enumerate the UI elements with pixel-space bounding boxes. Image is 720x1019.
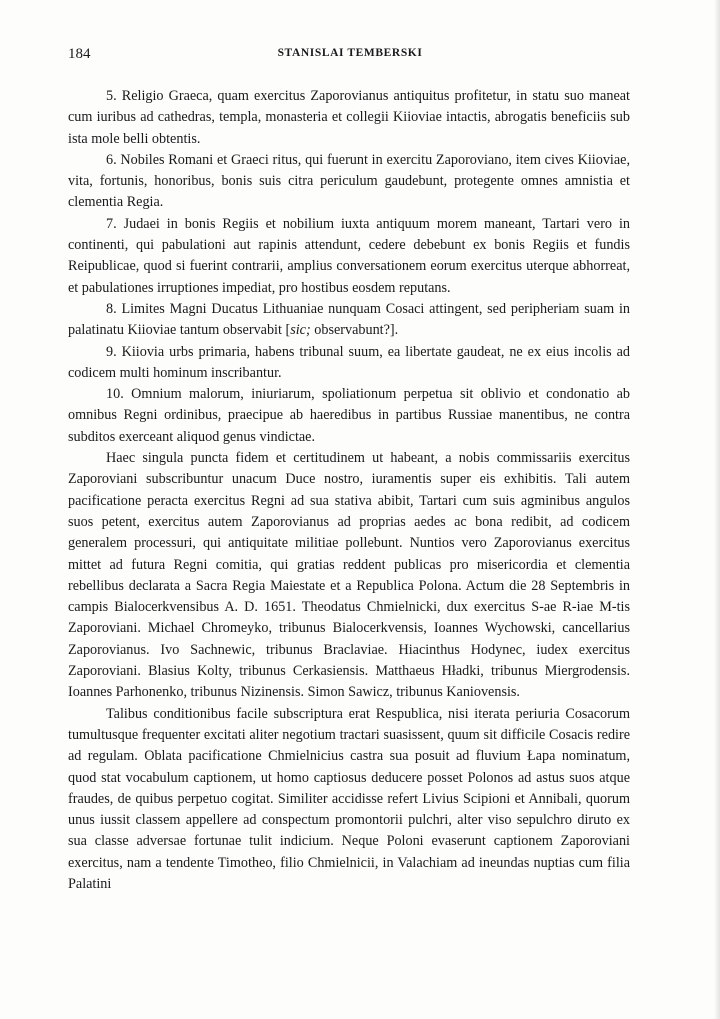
- paragraph-article-7: 7. Judaei in bonis Regiis et nobilium iuxta antiquum morem maneant, Tartari vero in continenti, qui pabulationi aut rapinis attendunt, cedere debebunt ex bonis Regiis et fundis Reipublicae, quod si fuerint contrarii, amplius conversationem eorum exercitus uterque abhorreat, et pabulationes irruptiones impediat, pro hostibus eosdem reputans.: [68, 215, 630, 296]
- paragraph-signatories: Haec singula puncta fidem et certitudinem ut habeant, a nobis commissariis exercitus Zaporoviani subscribuntur unacum Duce nostro, iuramentis super eis exhibitis. Tali autem pacificatione peracta exercitus Regni ad sua stativa abibit, Tartari cum suis agminibus angulos suos petent, exercitus autem Zaporovianus ad proprias aedes ac bona redibit, ad codicem generalem processuri, qui antiquitate militiae pollebunt. Nuntios vero Zaporovianus exercitus mittet ad futura Regni comitia, qui gratias reddent publicas pro misericordia et clementia rebellibus declarata a Sacra Regia Maiestate et a Republica Polona. Actum die 28 Septembris in campis Bialocerkvensibus A. D. 1651. Theodatus Chmielnicki, dux exercitus S-ae R-iae M-tis Zaporoviani. Michael Chromeyko, tribunus Bialocerkvensis, Ioannes Wychowski, cancellarius Zaporovianus. Ivo Sachnewic, tribunus Braclaviae. Hiacinthus Hodynec, iudex exercitus Zaporoviani. Blasius Kolty, tribunus Cerkasiensis. Matthaeus Hładki, tribunus Miergrodensis. Ioannes Parhonenko, tribunus Nizinensis. Simon Sawicz, tribunus Kaniovensis.: [68, 450, 630, 701]
- paragraph-article-8-correction: observabunt?].: [310, 322, 399, 339]
- page-header: [68, 46, 632, 66]
- paragraph-article-6: 6. Nobiles Romani et Graeci ritus, qui fuerunt in exercitu Zaporoviano, item cives Kiioviae, vita, fortunis, honoribus, bonis suis citra periculum gaudebunt, protegente omnes amnistia et clementia Regia.: [68, 151, 630, 211]
- sic-annotation: sic;: [290, 322, 311, 339]
- running-title: STANISLAI TEMBERSKI: [277, 47, 423, 59]
- paragraph-article-8-text: 8. Limites Magni Ducatus Lithuaniae nunquam Cosaci attingent, sed peripheriam suam in palatinatu Kiioviae tantum observabit [: [68, 300, 630, 339]
- page-edge-shadow: [714, 0, 720, 1019]
- paragraph-article-5: 5. Religio Graeca, quam exercitus Zaporovianus antiquitus profitetur, in statu suo maneat cum iuribus ad cathedras, templa, monasteria et collegii Kiioviae intactis, abrogatis beneficiis sub ista mole belli obtentis.: [68, 88, 630, 147]
- paragraph-article-8: [68, 299, 630, 342]
- page-body: [68, 86, 630, 895]
- paragraph-article-10: 10. Omnium malorum, iniuriarum, spoliationum perpetua sit oblivio et condonatio ab omnibus Regni ordinibus, praecipue ab haeredibus in partibus Russiae manentibus, ne contra subditos exerceant aliquod genus vindictae.: [68, 386, 630, 445]
- paragraph-commentary: Talibus conditionibus facile subscriptura erat Respublica, nisi iterata periuria Cosacorum tumultusque frequenter excitati aliter negotium tractari suasissent, quum sit difficile Cosacis redire ad regulam. Oblata pacificatione Chmielnicius castra sua posuit ad fluvium Łapa nominatum, quod stat vocabulum captionem, ut homo captiosus deducere posset Polonos ad astus suos atque fraudes, de quibus perpetuo cogitat. Similiter accidisse refert Livius Scipioni et Annibali, quorum unus iussit classem appellere ad conspectum promontorii pulchri, alter viso sepulchro diruto ex sua classe adversae fortunae tulit indicium. Neque Poloni evaserunt captionem Zaporoviani exercitus, nam a tendente Timotheo, filio Chmielnicii, in Valachiam ad ineundas nuptias cum filia Palatini: [68, 705, 630, 892]
- paragraph-article-9: 9. Kiiovia urbs primaria, habens tribunal suum, ea libertate gaudeat, ne ex eius incolis ad codicem multi hominum inscribantur.: [68, 343, 630, 381]
- page-number: 184: [68, 46, 91, 62]
